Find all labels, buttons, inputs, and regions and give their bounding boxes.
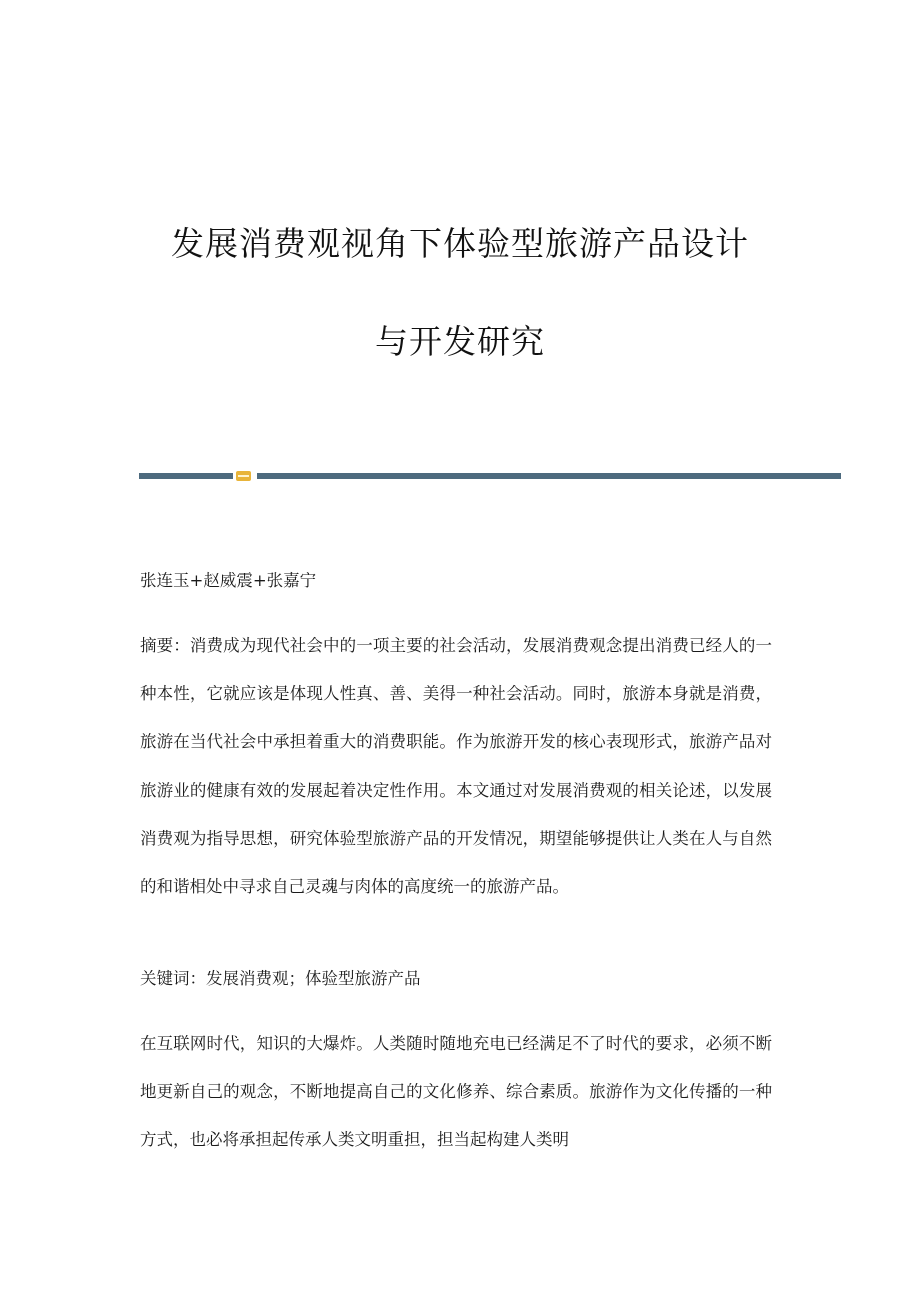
title-divider — [139, 471, 841, 481]
abstract-text: 摘要：消费成为现代社会中的一项主要的社会活动，发展消费观念提出消费已经人的一种本性，它就应该是体现人性真、善、美得一种社会活动。同时，旅游本身就是消费，旅游在当代社会中承担着重大的消费职能。作为旅游开发的核心表现形式，旅游产品对旅游业的健康有效的发展起着决定性作用。本文通过对发展消费观的相关论述，以发展消费观为指导思想，研究体验型旅游产品的开发情况，期望能够提供让人类在人与自然的和谐相处中寻求自己灵魂与肉体的高度统一的旅游产品。 — [140, 636, 772, 897]
divider-bar-right — [257, 473, 841, 479]
body-text: 在互联网时代，知识的大爆炸。人类随时随地充电已经满足不了时代的要求，必须不断地更新自己的观念，不断地提高自己的文化修养、综合素质。旅游作为文化传播的一种方式，也必将承担起传承人类文明重担，担当起构建人类明 — [140, 1034, 772, 1150]
document-title-line-1: 发展消费观视角下体验型旅游产品设计 — [171, 224, 749, 263]
abstract-paragraph — [140, 622, 772, 911]
divider-bar-left — [139, 473, 233, 479]
divider-emblem-icon — [236, 471, 251, 481]
document-title-line-2: 与开发研究 — [375, 322, 545, 361]
body-paragraph — [140, 1020, 772, 1165]
authors-line: 张连玉+赵威震+张嘉宁 — [140, 571, 317, 590]
keywords-line: 关键词：发展消费观；体验型旅游产品 — [140, 969, 421, 988]
